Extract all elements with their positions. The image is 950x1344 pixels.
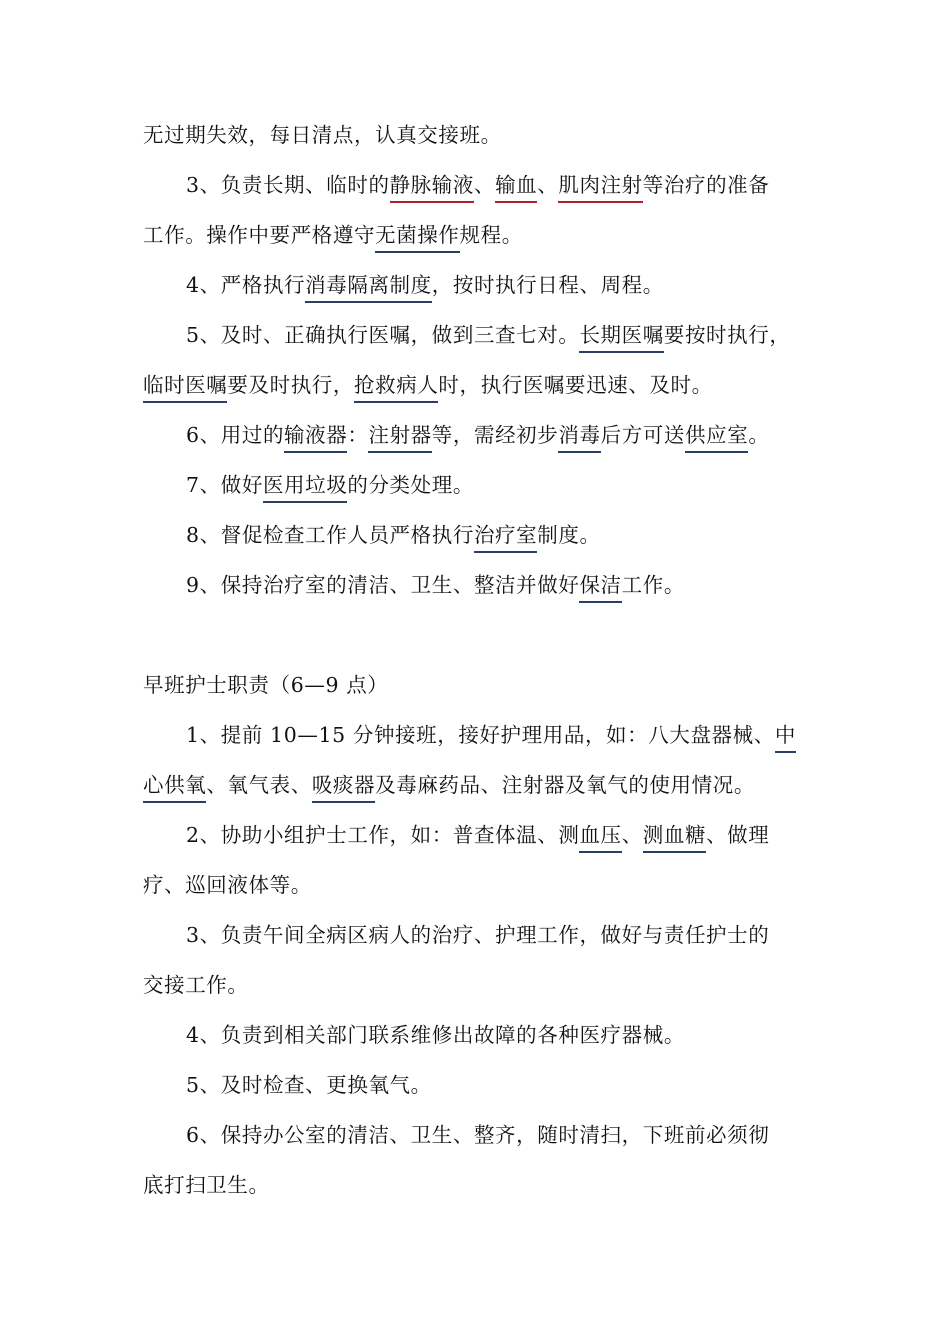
text: 后方可送 bbox=[600, 423, 685, 447]
term-aseptic-operation: 无菌操作 bbox=[375, 224, 459, 253]
text: 及毒麻药品、注射器及氧气的使用情况。 bbox=[375, 773, 755, 797]
text: 9、保持治疗室的清洁、卫生、整洁并做好 bbox=[186, 573, 580, 597]
heading-text: 早班护士职责（6—9 点） bbox=[143, 673, 389, 697]
term-long-term-orders: 长期医嘱 bbox=[579, 324, 663, 353]
term-central-oxygen-part2: 心供氧 bbox=[143, 774, 206, 803]
text-line bbox=[186, 720, 796, 753]
text: 8、督促检查工作人员严格执行 bbox=[186, 523, 474, 547]
term-supply-room: 供应室 bbox=[685, 424, 748, 453]
text-line bbox=[143, 120, 502, 150]
term-medical-waste: 医用垃圾 bbox=[263, 474, 347, 503]
text-line bbox=[186, 470, 474, 503]
text: 4、严格执行 bbox=[186, 273, 306, 297]
text: 、 bbox=[473, 173, 496, 197]
text: 3、负责长期、临时的 bbox=[186, 173, 390, 197]
text-line bbox=[186, 1020, 685, 1050]
section-heading bbox=[143, 670, 388, 700]
text: 底打扫卫生。 bbox=[143, 1173, 270, 1197]
term-syringe: 注射器 bbox=[368, 424, 431, 453]
term-infusion-set: 输液器 bbox=[284, 424, 347, 453]
text: 4、负责到相关部门联系维修出故障的各种医疗器械。 bbox=[186, 1023, 685, 1047]
text-line bbox=[143, 1170, 270, 1200]
text: 1、提前 10—15 分钟接班，接好护理用品，如：八大盘器械、 bbox=[186, 723, 775, 747]
text-line bbox=[186, 570, 685, 603]
term-iv-infusion: 静脉输液 bbox=[390, 174, 474, 203]
paragraph-continuation: 无过期失效，每日清点，认真交接班。 bbox=[143, 123, 502, 147]
text-line bbox=[143, 370, 713, 403]
text-line bbox=[143, 220, 523, 253]
text: 等，需经初步 bbox=[431, 423, 559, 447]
text: ： bbox=[347, 423, 369, 447]
text: 3、负责午间全病区病人的治疗、护理工作，做好与责任护士的 bbox=[186, 923, 770, 947]
text: 的分类处理。 bbox=[347, 473, 474, 497]
text-line bbox=[186, 270, 664, 303]
text: 、氧气表、 bbox=[206, 773, 312, 797]
text: 交接工作。 bbox=[143, 973, 249, 997]
term-blood-pressure: 血压 bbox=[579, 824, 621, 853]
text: 6、用过的 bbox=[186, 423, 285, 447]
text: 要按时执行， bbox=[663, 323, 791, 347]
term-rescue-patient: 抢救病人 bbox=[354, 374, 438, 403]
text: 、 bbox=[621, 823, 643, 847]
text-line bbox=[186, 520, 601, 553]
term-blood-transfusion: 输血 bbox=[495, 174, 537, 203]
text: 。 bbox=[748, 423, 770, 447]
text: 制度。 bbox=[537, 523, 601, 547]
text-line bbox=[186, 170, 769, 203]
text: 时，执行医嘱要迅速、及时。 bbox=[438, 373, 713, 397]
text-line bbox=[186, 920, 769, 950]
term-disinfect: 消毒 bbox=[558, 424, 600, 453]
text-line bbox=[186, 420, 769, 453]
text-line bbox=[143, 970, 249, 1000]
term-cleaning: 保洁 bbox=[579, 574, 621, 603]
text: 要及时执行， bbox=[227, 373, 355, 397]
text: 7、做好 bbox=[186, 473, 263, 497]
text: 、 bbox=[537, 173, 559, 197]
text-line bbox=[143, 870, 312, 900]
text: 疗、巡回液体等。 bbox=[143, 873, 312, 897]
text: 规程。 bbox=[459, 223, 523, 247]
text: ，按时执行日程、周程。 bbox=[431, 273, 664, 297]
text: 5、及时检查、更换氧气。 bbox=[186, 1073, 432, 1097]
text-line bbox=[143, 770, 755, 803]
term-im-injection: 肌肉注射 bbox=[558, 174, 642, 203]
term-suction-device: 吸痰器 bbox=[312, 774, 375, 803]
text-line bbox=[186, 820, 769, 853]
text-line bbox=[186, 1070, 432, 1100]
term-temporary-orders: 临时医嘱 bbox=[143, 374, 227, 403]
term-treatment-room: 治疗室 bbox=[474, 524, 537, 553]
text: 等治疗的准备 bbox=[642, 173, 770, 197]
term-central-oxygen-part1: 中 bbox=[775, 724, 796, 753]
text: 5、及时、正确执行医嘱，做到三查七对。 bbox=[186, 323, 580, 347]
text: 、做理 bbox=[706, 823, 770, 847]
text: 工作。操作中要严格遵守 bbox=[143, 223, 376, 247]
text: 工作。 bbox=[621, 573, 685, 597]
text-line bbox=[186, 1120, 769, 1150]
term-disinfection-isolation: 消毒隔离制度 bbox=[305, 274, 432, 303]
term-blood-sugar: 测血糖 bbox=[643, 824, 706, 853]
text: 2、协助小组护士工作，如：普查体温、测 bbox=[186, 823, 580, 847]
text-line bbox=[186, 320, 790, 353]
text: 6、保持办公室的清洁、卫生、整齐，随时清扫，下班前必须彻 bbox=[186, 1123, 770, 1147]
